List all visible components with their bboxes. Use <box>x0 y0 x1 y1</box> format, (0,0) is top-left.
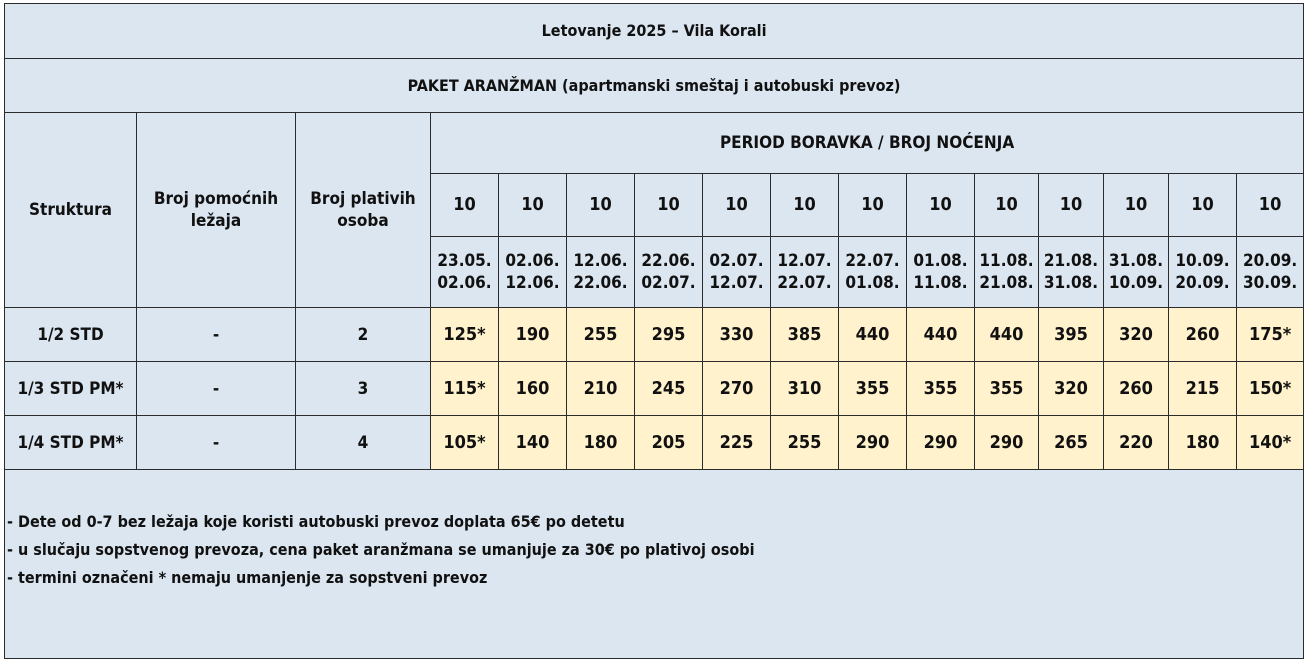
header-period <box>431 113 1304 174</box>
price-table-container <box>4 3 1303 659</box>
table-title <box>5 4 1304 59</box>
period-date-to: 11.08. <box>913 273 968 293</box>
period-date-from: 31.08. <box>1108 251 1164 271</box>
row-structure: 1/4 STD PM* <box>5 416 137 470</box>
note-line: - Dete od 0-7 bez ležaja koje koristi autobuski prevoz doplata 65€ po detetu <box>7 512 625 531</box>
price-cell: 210 <box>567 362 635 416</box>
period-date-from: 01.08. <box>913 251 968 271</box>
price-cell: 320 <box>1104 308 1169 362</box>
period-date-to: 22.07. <box>777 273 832 293</box>
period-dates <box>703 237 771 308</box>
period-dates <box>567 237 635 308</box>
price-cell: 160 <box>499 362 567 416</box>
row-structure: 1/3 STD PM* <box>5 362 137 416</box>
period-date-to: 21.08. <box>979 273 1034 293</box>
price-cell: 330 <box>703 308 771 362</box>
price-cell: 205 <box>635 416 703 470</box>
period-date-from: 10.09. <box>1175 251 1230 271</box>
table-title-text: Letovanje 2025 – Vila Korali <box>541 21 767 40</box>
price-cell: 440 <box>975 308 1039 362</box>
period-nights: 10 <box>499 174 567 237</box>
period-dates <box>499 237 567 308</box>
price-cell: 255 <box>771 416 839 470</box>
row-extra-beds: - <box>137 308 296 362</box>
price-cell: 215 <box>1169 362 1237 416</box>
period-date-from: 12.07. <box>777 251 832 271</box>
row-paying-persons: 2 <box>296 308 431 362</box>
period-nights: 10 <box>907 174 975 237</box>
period-date-from: 12.06. <box>573 251 628 271</box>
price-cell: 295 <box>635 308 703 362</box>
price-table <box>4 3 1304 659</box>
period-date-to: 02.07. <box>641 273 696 293</box>
period-date-from: 02.06. <box>505 251 560 271</box>
header-extra-beds: Broj pomoćnih ležaja <box>137 113 296 308</box>
table-row <box>5 362 1304 416</box>
price-cell: 260 <box>1104 362 1169 416</box>
price-cell: 225 <box>703 416 771 470</box>
period-date-to: 31.08. <box>1043 273 1099 293</box>
price-cell: 190 <box>499 308 567 362</box>
period-date-to: 20.09. <box>1175 273 1230 293</box>
period-nights: 10 <box>1104 174 1169 237</box>
period-date-from: 22.07. <box>845 251 900 271</box>
period-nights: 10 <box>567 174 635 237</box>
header-paying-persons: Broj plativih osoba <box>296 113 431 308</box>
period-nights: 10 <box>1237 174 1304 237</box>
period-date-from: 11.08. <box>979 251 1034 271</box>
period-nights: 10 <box>975 174 1039 237</box>
price-body <box>5 308 1304 470</box>
package-subtitle <box>5 59 1304 113</box>
period-dates <box>1039 237 1104 308</box>
price-cell: 150* <box>1237 362 1304 416</box>
period-date-to: 12.06. <box>505 273 560 293</box>
period-date-to: 01.08. <box>845 273 900 293</box>
price-cell: 180 <box>567 416 635 470</box>
period-date-from: 23.05. <box>437 251 492 271</box>
period-nights: 10 <box>1039 174 1104 237</box>
table-row <box>5 308 1304 362</box>
table-row <box>5 416 1304 470</box>
price-cell: 385 <box>771 308 839 362</box>
price-cell: 290 <box>907 416 975 470</box>
header-structure: Struktura <box>5 113 137 308</box>
period-dates <box>771 237 839 308</box>
note-line: - termini označeni * nemaju umanjenje za sopstveni prevoz <box>7 568 488 587</box>
price-cell: 175* <box>1237 308 1304 362</box>
row-paying-persons: 4 <box>296 416 431 470</box>
period-date-to: 02.06. <box>437 273 492 293</box>
row-structure: 1/2 STD <box>5 308 137 362</box>
period-dates <box>907 237 975 308</box>
period-nights: 10 <box>771 174 839 237</box>
period-date-to: 10.09. <box>1108 273 1164 293</box>
price-cell: 255 <box>567 308 635 362</box>
period-dates <box>635 237 703 308</box>
period-nights: 10 <box>635 174 703 237</box>
period-nights: 10 <box>1169 174 1237 237</box>
price-cell: 355 <box>975 362 1039 416</box>
price-cell: 260 <box>1169 308 1237 362</box>
price-cell: 115* <box>431 362 499 416</box>
period-date-from: 02.07. <box>709 251 764 271</box>
period-nights: 10 <box>703 174 771 237</box>
header-period-text: PERIOD BORAVKA / BROJ NOĆENJA <box>719 133 1015 153</box>
row-paying-persons: 3 <box>296 362 431 416</box>
period-date-to: 22.06. <box>573 273 628 293</box>
price-cell: 140 <box>499 416 567 470</box>
period-date-to: 30.09. <box>1242 273 1298 293</box>
price-cell: 355 <box>907 362 975 416</box>
price-cell: 265 <box>1039 416 1104 470</box>
price-cell: 395 <box>1039 308 1104 362</box>
price-cell: 105* <box>431 416 499 470</box>
price-cell: 290 <box>839 416 907 470</box>
price-cell: 355 <box>839 362 907 416</box>
period-dates <box>1104 237 1169 308</box>
price-cell: 270 <box>703 362 771 416</box>
period-date-from: 22.06. <box>641 251 696 271</box>
price-cell: 440 <box>839 308 907 362</box>
period-date-from: 20.09. <box>1242 251 1298 271</box>
price-cell: 320 <box>1039 362 1104 416</box>
period-nights: 10 <box>839 174 907 237</box>
period-nights: 10 <box>431 174 499 237</box>
price-cell: 245 <box>635 362 703 416</box>
price-cell: 220 <box>1104 416 1169 470</box>
period-date-from: 21.08. <box>1043 251 1099 271</box>
row-extra-beds: - <box>137 362 296 416</box>
price-cell: 290 <box>975 416 1039 470</box>
price-cell: 125* <box>431 308 499 362</box>
row-extra-beds: - <box>137 416 296 470</box>
package-subtitle-text: PAKET ARANŽMAN (apartmanski smeštaj i autobuski prevoz) <box>407 75 901 95</box>
period-dates <box>1169 237 1237 308</box>
note-line: - u slučaju sopstvenog prevoza, cena paket aranžmana se umanjuje za 30€ po plativoj osobi <box>7 540 755 559</box>
price-cell: 440 <box>907 308 975 362</box>
period-dates <box>431 237 499 308</box>
period-dates <box>975 237 1039 308</box>
price-cell: 140* <box>1237 416 1304 470</box>
period-dates <box>1237 237 1304 308</box>
notes-cell <box>5 470 1304 659</box>
price-cell: 180 <box>1169 416 1237 470</box>
price-cell: 310 <box>771 362 839 416</box>
period-date-to: 12.07. <box>709 273 764 293</box>
period-dates <box>839 237 907 308</box>
